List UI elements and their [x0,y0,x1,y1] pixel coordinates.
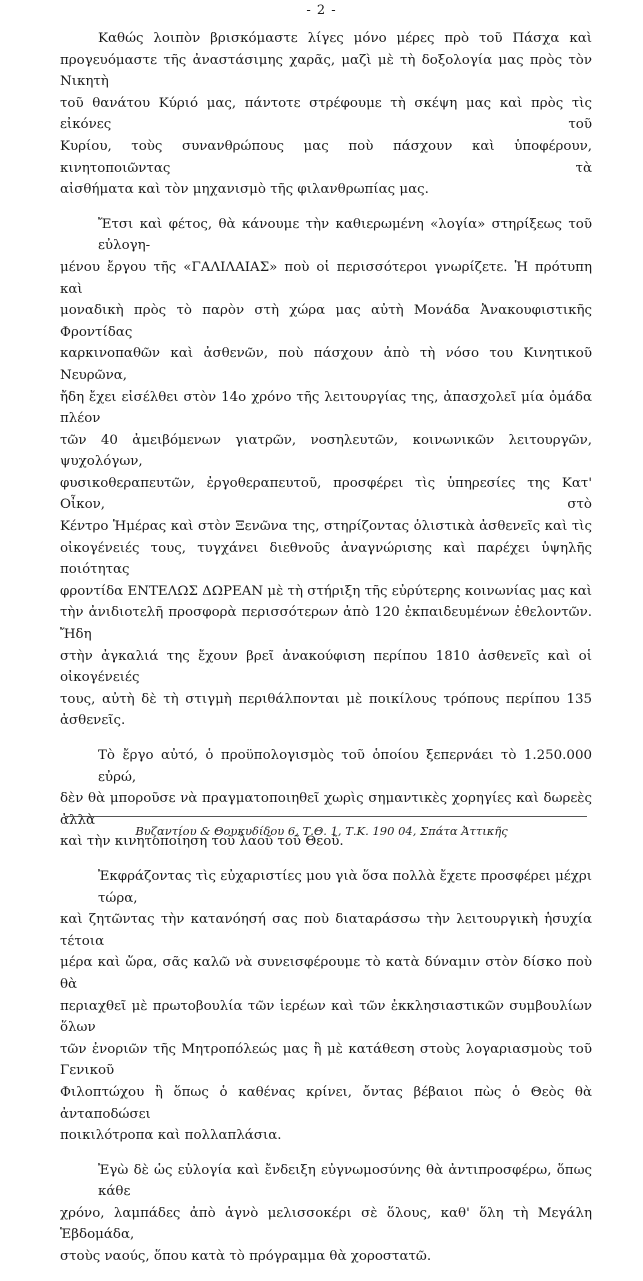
text-line: Ἔτσι καὶ φέτος, θὰ κάνουμε τὴν καθιερωμένη «λογία» στηρίξεως τοῦ εὐλογη- [98,216,592,254]
text-line: μοναδικὴ πρὸς τὸ παρὸν στὴ χώρα μας αὐτὴ Μονάδα Ἀνακουφιστικῆς Φροντίδας [60,303,592,340]
text-line: δὲν θὰ μποροῦσε νὰ πραγματοποιηθεῖ χωρὶς σημαντικὲς χορηγίες καὶ δωρεὲς ἀλλὰ [60,791,592,828]
text-line: τῶν 40 ἀμειβόμενων γιατρῶν, νοσηλευτῶν, κοινωνικῶν λειτουργῶν, ψυχολόγων, [60,432,592,470]
text-line: Ἐγὼ δὲ ὡς εὐλογία καὶ ἔνδειξη εὐγνωμοσύνης θὰ ἀντιπροσφέρω, ὅπως κάθε [98,1162,592,1200]
text-line: τὴν ἀνιδιοτελῆ προσφορὰ περισσότερων ἀπὸ 120 ἐκπαιδευμένων ἐθελοντῶν. Ἤδη [60,605,592,643]
text-line: τῶν ἐνοριῶν τῆς Μητροπόλεώς μας ἢ μὲ κατάθεση στοὺς λογαριασμοὺς τοῦ Γενικοῦ [60,1041,592,1079]
text-line: φροντίδα ΕΝΤΕΛΩΣ ΔΩΡΕΑΝ μὲ τὴ στήριξη τῆς εὐρύτερης κοινωνίας μας καὶ [60,583,592,599]
text-line: τοῦ θανάτου Κύριό μας, πάντοτε στρέφουμε τὴ σκέψη μας καὶ πρὸς τὶς εἰκόνες τοῦ [60,95,592,133]
text-line: καρκινοπαθῶν καὶ ἀσθενῶν, ποὺ πάσχουν ἀπὸ τὴ νόσο του Κινητικοῦ Νευρῶνα, [60,346,592,383]
text-line: Τὸ ἔργο αὐτό, ὁ προϋπολογισμὸς τοῦ ὁποίου ξεπερνάει τὸ 1.250.000 εὐρώ, [98,748,592,785]
text-line: προγευόμαστε τῆς ἀναστάσιμης χαρᾶς, μαζὶ μὲ τὴ δοξολογία μας πρὸς τὸν Νικητὴ [60,52,592,90]
paragraph [60,214,592,732]
page-number: - 2 - [306,3,337,18]
text-line: καὶ ζητῶντας τὴν κατανόησή σας ποὺ διαταράσσω τὴν λειτουργικὴ ἡσυχία τέτοια [60,912,592,949]
text-line: Ἐκφράζοντας τὶς εὐχαριστίες μου γιὰ ὅσα πολλὰ ἔχετε προσφέρει μέχρι τώρα, [98,868,592,906]
text-line: χρόνο, λαμπάδες ἀπὸ ἁγνὸ μελισσοκέρι σὲ ὅλους, καθ' ὅλη τὴ Μεγάλη Ἑβδομάδα, [60,1205,592,1243]
text-line: περιαχθεῖ μὲ πρωτοβουλία τῶν ἱερέων καὶ τῶν ἐκκλησιαστικῶν συμβουλίων ὅλων [60,998,592,1036]
paragraph [60,1160,592,1268]
text-line: στοὺς ναούς, ὅπου κατὰ τὸ πρόγραμμα θὰ χοροστατῶ. [60,1249,432,1265]
text-line: τους, αὐτὴ δὲ τὴ στιγμὴ περιθάλπονται μὲ ποικίλους τρόπους περίπου 135 ἀσθενεῖς. [60,691,592,729]
text-line: Κυρίου, τοὺς συνανθρώπους μας ποὺ πάσχουν καὶ ὑποφέρουν, κινητοποιῶντας τὰ [60,138,592,176]
text-line: Κέντρο Ἡμέρας καὶ στὸν Ξενῶνα της, στηρίζοντας ὁλιστικὰ ἀσθενεῖς καὶ τὶς [60,519,592,535]
text-line: μέρα καὶ ὥρα, σᾶς καλῶ νὰ συνεισφέρουμε τὸ κατὰ δύναμιν στὸν δίσκο ποὺ θὰ [60,955,592,992]
paragraph [60,28,592,201]
text-line: ποικιλότροπα καὶ πολλαπλάσια. [60,1128,282,1144]
text-line: οἰκογένειές τους, τυγχάνει διεθνοῦς ἀναγνώρισης καὶ παρέχει ὑψηλῆς ποιότητας [60,540,592,578]
text-line: αἰσθήματα καὶ τὸν μηχανισμὸ τῆς φιλανθρωπίας μας. [60,182,429,198]
footer-divider [65,816,587,817]
text-line: Φιλοπτώχου ἢ ὅπως ὁ καθένας κρίνει, ὄντας βέβαιοι πὼς ὁ Θεὸς θὰ ἀνταποδώσει [60,1084,592,1122]
letter-body [60,28,592,1281]
paragraph [60,866,592,1147]
text-line: καὶ τὴν κινητοποίηση τοῦ λαοῦ τοῦ Θεοῦ. [60,834,344,850]
text-line: φυσικοθεραπευτῶν, ἐργοθεραπευτοῦ, προσφέρει τὶς ὑπηρεσίες της Κατ' Οἶκον, στὸ [60,475,592,513]
text-line: ἤδη ἔχει εἰσέλθει στὸν 14ο χρόνο τῆς λειτουργίας της, ἀπασχολεῖ μία ὁμάδα πλέον [60,389,592,427]
text-line: στὴν ἀγκαλιά της ἔχουν βρεῖ ἀνακούφιση περίπου 1810 ἀσθενεῖς καὶ οἱ οἰκογένειές [60,648,592,686]
footer-address: Βυζαντίου & Θουκυδίδου 6, Τ.Θ. 1, Τ.Κ. 190 04, Σπάτα Ἀττικῆς [135,824,508,838]
text-line: Καθώς λοιπὸν βρισκόμαστε λίγες μόνο μέρες πρὸ τοῦ Πάσχα καὶ [98,31,592,46]
text-line: μένου ἔργου τῆς «ΓΑΛΙΛΑΙΑΣ» ποὺ οἱ περισσότεροι γνωρίζετε. Ἡ πρότυπη καὶ [60,259,592,297]
